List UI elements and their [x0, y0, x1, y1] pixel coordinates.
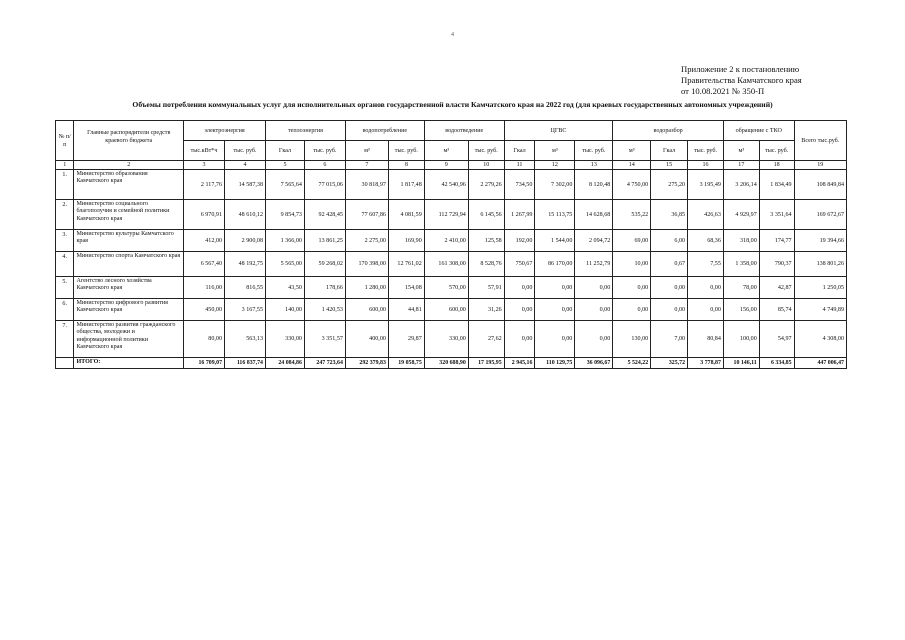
header-unit: м³ [535, 141, 575, 161]
table-cell: 92 428,45 [304, 200, 345, 230]
table-cell: 0,00 [651, 299, 688, 321]
table-cell: 426,63 [688, 200, 724, 230]
total-cell: 110 129,75 [535, 358, 575, 369]
table-cell: 154,08 [388, 277, 424, 299]
utilities-table [55, 120, 847, 369]
table-cell: 570,00 [424, 277, 468, 299]
header-group: водопотребление [345, 121, 424, 141]
row-number: 7. [56, 321, 74, 358]
column-number: 13 [575, 161, 613, 170]
table-cell: 2 410,00 [424, 230, 468, 252]
table-cell: 2 275,00 [345, 230, 388, 252]
table-cell: 5 565,00 [266, 252, 305, 277]
table-cell: 1 366,00 [266, 230, 305, 252]
row-name: Агентство лесного хозяйства Камчатского края [74, 277, 184, 299]
table-row [56, 230, 847, 252]
table-cell: 600,00 [424, 299, 468, 321]
table-cell: 178,66 [304, 277, 345, 299]
total-blank [56, 358, 74, 369]
header-unit: м³ [345, 141, 388, 161]
table-cell: 140,00 [266, 299, 305, 321]
table-cell: 1 250,05 [794, 277, 846, 299]
table-cell: 44,81 [388, 299, 424, 321]
total-cell: 292 379,83 [345, 358, 388, 369]
column-number: 4 [225, 161, 266, 170]
header-unit: тыс. руб. [468, 141, 504, 161]
table-cell: 69,00 [613, 230, 651, 252]
table-cell: 4 081,59 [388, 200, 424, 230]
table-cell: 77 015,06 [304, 170, 345, 200]
table-cell: 42 540,96 [424, 170, 468, 200]
table-cell: 0,00 [535, 299, 575, 321]
appendix-line: Приложение 2 к постановлению [681, 64, 800, 74]
table-cell: 3 351,64 [759, 200, 794, 230]
table-cell: 108 849,84 [794, 170, 846, 200]
total-cell: 19 058,75 [388, 358, 424, 369]
column-number: 3 [184, 161, 225, 170]
header-row-groups [56, 121, 847, 141]
table-cell: 734,50 [504, 170, 535, 200]
table-cell: 125,58 [468, 230, 504, 252]
row-number: 1. [56, 170, 74, 200]
table-cell: 4 749,89 [794, 299, 846, 321]
table-cell: 43,50 [266, 277, 305, 299]
table-cell: 170 398,00 [345, 252, 388, 277]
column-number: 17 [723, 161, 759, 170]
header-unit: Гкал [504, 141, 535, 161]
table-cell: 563,13 [225, 321, 266, 358]
header-group: водоразбор [613, 121, 724, 141]
row-number: 5. [56, 277, 74, 299]
total-cell: 6 334,85 [759, 358, 794, 369]
table-cell: 0,00 [504, 321, 535, 358]
column-number: 11 [504, 161, 535, 170]
table-cell: 116,00 [184, 277, 225, 299]
table-cell: 192,00 [504, 230, 535, 252]
table-cell: 4 308,00 [794, 321, 846, 358]
table-cell: 48 610,12 [225, 200, 266, 230]
column-number: 10 [468, 161, 504, 170]
table-cell: 0,00 [688, 277, 724, 299]
total-cell: 36 096,67 [575, 358, 613, 369]
column-number: 16 [688, 161, 724, 170]
column-number-row [56, 161, 847, 170]
row-name: Министерство развития гражданского общества, молодежи и информационной политики Камчатского края [74, 321, 184, 358]
table-cell: 600,00 [345, 299, 388, 321]
table-cell: 138 801,26 [794, 252, 846, 277]
header-group: теплоэнергия [266, 121, 346, 141]
table-cell: 2 279,26 [468, 170, 504, 200]
table-cell: 7,55 [688, 252, 724, 277]
table-row [56, 277, 847, 299]
table-cell: 10,00 [613, 252, 651, 277]
column-number: 19 [794, 161, 846, 170]
column-number: 14 [613, 161, 651, 170]
table-cell: 0,00 [575, 299, 613, 321]
total-cell: 325,72 [651, 358, 688, 369]
row-name: Министерство социального благополучия и семейной политики Камчатского края [74, 200, 184, 230]
header-unit: Гкал [651, 141, 688, 161]
table-cell: 1 817,48 [388, 170, 424, 200]
column-number: 12 [535, 161, 575, 170]
table-cell: 1 834,49 [759, 170, 794, 200]
total-cell: 10 146,11 [723, 358, 759, 369]
table-cell: 450,00 [184, 299, 225, 321]
row-number: 3. [56, 230, 74, 252]
table-cell: 2 900,08 [225, 230, 266, 252]
table-cell: 36,85 [651, 200, 688, 230]
column-number: 9 [424, 161, 468, 170]
table-cell: 174,77 [759, 230, 794, 252]
table-cell: 1 544,00 [535, 230, 575, 252]
table-cell: 100,00 [723, 321, 759, 358]
table-cell: 9 854,73 [266, 200, 305, 230]
table-cell: 0,00 [575, 277, 613, 299]
table-cell: 0,00 [504, 277, 535, 299]
table-cell: 0,00 [575, 321, 613, 358]
header-unit: тыс. руб. [225, 141, 266, 161]
table-cell: 169 672,67 [794, 200, 846, 230]
table-cell: 130,00 [613, 321, 651, 358]
row-number: 4. [56, 252, 74, 277]
total-label: ИТОГО: [74, 358, 184, 369]
table-cell: 7,00 [651, 321, 688, 358]
table-cell: 1 280,00 [345, 277, 388, 299]
table-cell: 6 970,91 [184, 200, 225, 230]
header-group: обращение с ТКО [723, 121, 794, 141]
table-cell: 14 628,68 [575, 200, 613, 230]
table-cell: 3 167,55 [225, 299, 266, 321]
table-cell: 1 420,53 [304, 299, 345, 321]
table-cell: 12 761,02 [388, 252, 424, 277]
table-cell: 750,67 [504, 252, 535, 277]
column-number: 7 [345, 161, 388, 170]
appendix-line: Правительства Камчатского края [681, 75, 802, 85]
column-number: 1 [56, 161, 74, 170]
column-number: 8 [388, 161, 424, 170]
table-cell: 27,62 [468, 321, 504, 358]
table-cell: 59 268,02 [304, 252, 345, 277]
total-cell: 116 837,74 [225, 358, 266, 369]
table-cell: 8 528,76 [468, 252, 504, 277]
table-cell: 31,26 [468, 299, 504, 321]
table-cell: 3 195,49 [688, 170, 724, 200]
column-number: 5 [266, 161, 305, 170]
appendix-line: от 10.08.2021 № 350-П [681, 86, 765, 96]
table-cell: 0,00 [613, 277, 651, 299]
header-unit: м³ [613, 141, 651, 161]
table-row [56, 170, 847, 200]
table-cell: 535,22 [613, 200, 651, 230]
table-cell: 3 206,14 [723, 170, 759, 200]
table-cell: 0,67 [651, 252, 688, 277]
table-cell: 78,00 [723, 277, 759, 299]
header-unit: Гкал [266, 141, 305, 161]
table-cell: 68,36 [688, 230, 724, 252]
total-cell: 5 524,22 [613, 358, 651, 369]
total-row [56, 358, 847, 369]
total-cell: 320 688,90 [424, 358, 468, 369]
table-cell: 1 358,00 [723, 252, 759, 277]
table-cell: 6 567,40 [184, 252, 225, 277]
table-cell: 330,00 [424, 321, 468, 358]
header-unit: тыс. руб. [304, 141, 345, 161]
table-cell: 42,87 [759, 277, 794, 299]
table-cell: 0,00 [688, 299, 724, 321]
table-cell: 6,00 [651, 230, 688, 252]
total-cell: 24 084,86 [266, 358, 305, 369]
column-number: 18 [759, 161, 794, 170]
table-cell: 4 929,97 [723, 200, 759, 230]
column-number: 6 [304, 161, 345, 170]
table-row [56, 200, 847, 230]
table-cell: 57,91 [468, 277, 504, 299]
table-cell: 0,00 [535, 277, 575, 299]
table-cell: 86 170,00 [535, 252, 575, 277]
table-cell: 2 117,76 [184, 170, 225, 200]
document-title: Объемы потребления коммунальных услуг для исполнительных органов государственной власти Камчатского края на 2022 год (для краевых государственных автономных учреждений) [132, 100, 773, 109]
table-cell: 400,00 [345, 321, 388, 358]
table-cell: 169,90 [388, 230, 424, 252]
header-total: Всего тыс.руб. [794, 121, 846, 161]
header-unit: тыс. руб. [575, 141, 613, 161]
header-unit: тыс. руб. [688, 141, 724, 161]
table-row [56, 321, 847, 358]
table-row [56, 252, 847, 277]
table-cell: 790,37 [759, 252, 794, 277]
table-cell: 3 351,57 [304, 321, 345, 358]
table-cell: 1 267,99 [504, 200, 535, 230]
total-cell: 17 195,95 [468, 358, 504, 369]
column-number: 2 [74, 161, 184, 170]
column-number: 15 [651, 161, 688, 170]
table-row [56, 299, 847, 321]
row-name: Министерство образования Камчатского края [74, 170, 184, 200]
table-cell: 80,84 [688, 321, 724, 358]
table-cell: 13 861,25 [304, 230, 345, 252]
total-cell: 2 945,16 [504, 358, 535, 369]
table-cell: 54,97 [759, 321, 794, 358]
header-unit: тыс.кВт*ч [184, 141, 225, 161]
table-cell: 85,74 [759, 299, 794, 321]
header-unit: м³ [723, 141, 759, 161]
header-unit: тыс. руб. [388, 141, 424, 161]
table-cell: 7 302,00 [535, 170, 575, 200]
row-name: Министерство спорта Камчатского края [74, 252, 184, 277]
total-cell: 447 006,47 [794, 358, 846, 369]
table-cell: 0,00 [613, 299, 651, 321]
table-cell: 412,00 [184, 230, 225, 252]
table-cell: 15 113,75 [535, 200, 575, 230]
header-group: водоотведение [424, 121, 504, 141]
table-cell: 2 094,72 [575, 230, 613, 252]
header-name: Главные распорядители средств краевого бюджета [74, 121, 184, 161]
table-cell: 161 308,00 [424, 252, 468, 277]
table-body [56, 170, 847, 369]
table-cell: 29,87 [388, 321, 424, 358]
total-cell: 247 723,64 [304, 358, 345, 369]
table-cell: 330,00 [266, 321, 305, 358]
table-cell: 156,00 [723, 299, 759, 321]
total-cell: 16 709,07 [184, 358, 225, 369]
table-cell: 0,00 [504, 299, 535, 321]
row-name: Министерство цифрового развития Камчатского края [74, 299, 184, 321]
appendix-header [681, 64, 802, 97]
header-no: № п/п [56, 121, 74, 161]
table-cell: 0,00 [535, 321, 575, 358]
table-cell: 77 607,86 [345, 200, 388, 230]
header-group: ЦГВС [504, 121, 613, 141]
table-cell: 0,00 [651, 277, 688, 299]
header-unit: м³ [424, 141, 468, 161]
total-cell: 3 778,87 [688, 358, 724, 369]
row-name: Министерство культуры Камчатского края [74, 230, 184, 252]
row-number: 2. [56, 200, 74, 230]
table-cell: 318,00 [723, 230, 759, 252]
header-unit: тыс. руб. [759, 141, 794, 161]
page-number: 4 [451, 32, 454, 38]
header-group: электроэнергия [184, 121, 266, 141]
table-cell: 275,20 [651, 170, 688, 200]
table-cell: 30 818,97 [345, 170, 388, 200]
table-cell: 7 565,64 [266, 170, 305, 200]
table-cell: 11 252,79 [575, 252, 613, 277]
table-cell: 112 729,94 [424, 200, 468, 230]
table-cell: 19 394,66 [794, 230, 846, 252]
table-cell: 14 587,38 [225, 170, 266, 200]
table-cell: 816,55 [225, 277, 266, 299]
table-cell: 80,00 [184, 321, 225, 358]
table-cell: 8 120,48 [575, 170, 613, 200]
table-cell: 48 192,75 [225, 252, 266, 277]
table-cell: 6 145,56 [468, 200, 504, 230]
row-number: 6. [56, 299, 74, 321]
table-cell: 4 750,00 [613, 170, 651, 200]
